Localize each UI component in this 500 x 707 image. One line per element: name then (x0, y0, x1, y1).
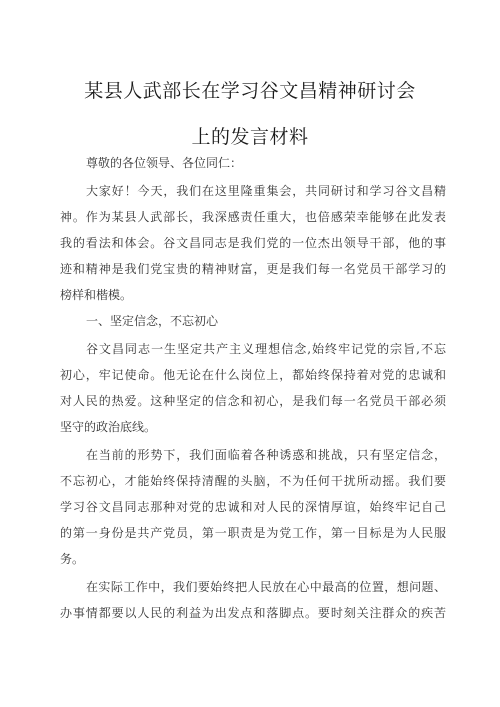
paragraph-line: 初心，牢记使命。他无论在什么岗位上，都始终保持着对党的忠诚和 (60, 368, 446, 382)
paragraph-line: 不忘初心，才能始终保持清醒的头脑，不为任何干扰所动摇。我们要 (60, 474, 446, 488)
paragraph-line: 学习谷文昌同志那种对党的忠诚和对人民的深情厚谊，始终牢记自己 (60, 500, 446, 514)
paragraph-line: 迹和精神是我们党宝贵的精神财富，更是我们每一名党员干部学习的 (60, 262, 446, 276)
section-heading: 一、坚定信念，不忘初心 (86, 314, 219, 328)
paragraph-line: 谷文昌同志一生坚定共产主义理想信念,始终牢记党的宗旨,不忘 (86, 342, 446, 356)
paragraph-line: 我的看法和体会。谷文昌同志是我们党的一位杰出领导干部，他的事 (60, 236, 446, 250)
paragraph-line: 办事情都要以人民的利益为出发点和落脚点。要时刻关注群众的疾苦 (60, 606, 446, 620)
document-title-line-2: 上的发言材料 (191, 126, 309, 148)
paragraph-line: 务。 (60, 552, 85, 566)
paragraph-line: 在实际工作中，我们要始终把人民放在心中最高的位置，想问题、 (86, 580, 446, 594)
document-title-line-1: 某县人武部长在学习谷文昌精神研讨会 (84, 80, 416, 102)
paragraph-line: 神。作为某县人武部长，我深感责任重大，也倍感荣幸能够在此发表 (60, 210, 446, 224)
salutation-line: 尊敬的各位领导、各位同仁： (86, 156, 243, 170)
paragraph-line: 在当前的形势下，我们面临着各种诱惑和挑战，只有坚定信念， (86, 448, 446, 462)
paragraph-line: 坚守的政治底线。 (60, 420, 157, 434)
paragraph-line: 的第一身份是共产党员，第一职责是为党工作，第一目标是为人民服 (60, 526, 446, 540)
paragraph-line: 对人民的热爱。这种坚定的信念和初心，是我们每一名党员干部必须 (60, 394, 446, 408)
paragraph-line: 大家好！今天，我们在这里隆重集会，共同研讨和学习谷文昌精 (86, 184, 446, 198)
paragraph-line: 榜样和楷模。 (60, 288, 133, 302)
